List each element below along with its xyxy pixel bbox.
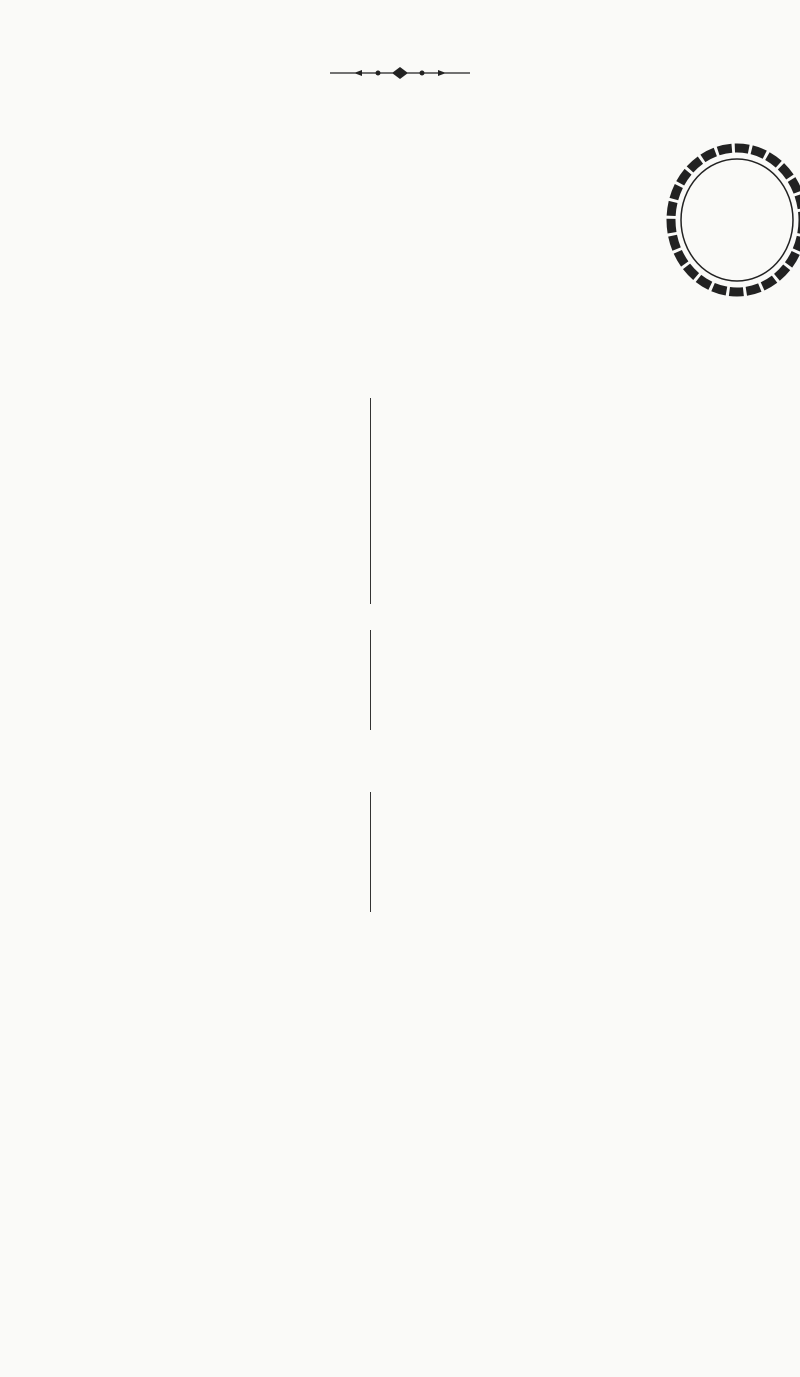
column-divider	[370, 792, 371, 912]
column-divider	[370, 398, 371, 604]
column-divider	[370, 630, 371, 730]
library-stamp	[662, 142, 800, 297]
ornament-divider-icon	[330, 66, 470, 80]
